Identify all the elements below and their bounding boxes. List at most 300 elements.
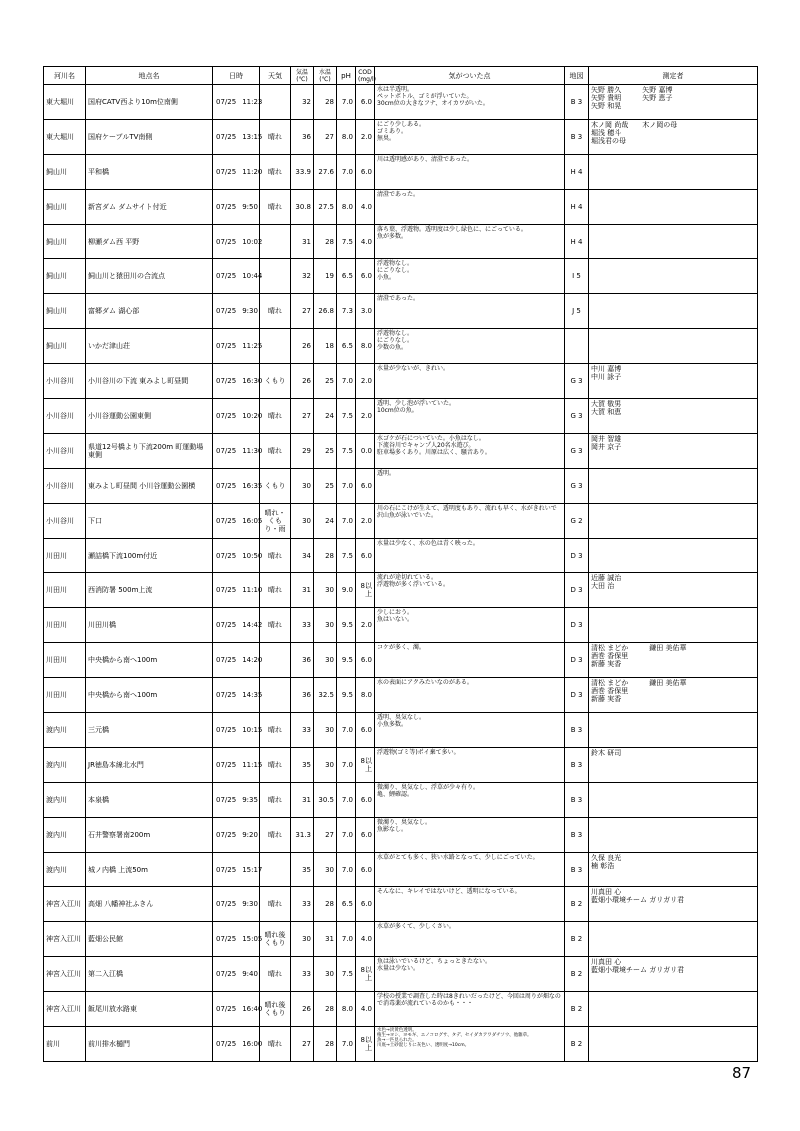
table-row xyxy=(44,433,758,468)
cell-time: 11:20 xyxy=(242,167,263,176)
cell-weather: 晴れ xyxy=(260,1027,291,1062)
cell-cod: 6.0 xyxy=(356,852,375,887)
cell-map: B 2 xyxy=(565,887,589,922)
cell-weather: 晴れ xyxy=(260,294,291,329)
cell-site: 瀬詰橋下流100m付近 xyxy=(86,538,213,573)
cell-measurer: 川真田 心 藍畑小環境チーム ガリガリ君 xyxy=(589,887,758,922)
cell-measurer xyxy=(589,503,758,538)
cell-notes: 川の石にこけが生えて、透明度もあり、流れも早く、水がきれいで沢山魚が泳いでいた。 xyxy=(375,503,565,538)
cell-measurer xyxy=(589,259,758,294)
cell-measurer xyxy=(589,782,758,817)
cell-cod: 6.0 xyxy=(356,887,375,922)
cell-notes: 微濁り、臭気なし。 魚影なし。 xyxy=(375,817,565,852)
cell-measurer: 木ノ岡 尚哉 木ノ岡の母 堀浅 穂斗 堀浅君の母 xyxy=(589,119,758,154)
table-row xyxy=(44,294,758,329)
cell-time: 11:10 xyxy=(242,586,263,595)
cell-air-temp: 30 xyxy=(291,503,314,538)
cell-cod: 6.0 xyxy=(356,154,375,189)
table-row xyxy=(44,643,758,678)
cell-map: B 3 xyxy=(565,852,589,887)
cell-site: 前川排水樋門 xyxy=(86,1027,213,1062)
cell-datetime xyxy=(213,573,263,608)
cell-measurer: 清松 まどか 鎌田 美佑華 酒巻 香保里 新藤 実香 xyxy=(589,643,758,678)
cell-water-temp: 30.5 xyxy=(314,782,337,817)
cell-air-temp: 31 xyxy=(291,782,314,817)
cell-river: 飼山川 xyxy=(44,294,86,329)
cell-measurer xyxy=(589,922,758,957)
cell-weather: 晴れ xyxy=(260,573,291,608)
cell-ph: 7.3 xyxy=(337,294,356,329)
cell-weather: くもり xyxy=(260,364,291,399)
cell-measurer: 近藤 誠治 大田 治 xyxy=(589,573,758,608)
cell-site: 城ノ内橋 上流50m xyxy=(86,852,213,887)
cell-cod: 2.0 xyxy=(356,119,375,154)
header-notes: 気がついた点 xyxy=(375,67,565,85)
cell-ph: 7.0 xyxy=(337,747,356,782)
cell-time: 16:00 xyxy=(242,1039,263,1048)
cell-water-temp: 30 xyxy=(314,852,337,887)
cell-river: 神宮入江川 xyxy=(44,922,86,957)
cell-river: 小川谷川 xyxy=(44,503,86,538)
cell-notes: 川は透明感があり、清澄であった。 xyxy=(375,154,565,189)
cell-site: 中央橋から南へ100m xyxy=(86,643,213,678)
cell-ph: 9.5 xyxy=(337,678,356,713)
header-datetime: 日時 xyxy=(213,67,260,85)
cell-weather xyxy=(260,643,291,678)
cell-date: 07/25 xyxy=(216,795,237,804)
cell-measurer xyxy=(589,294,758,329)
cell-river: 神宮入江川 xyxy=(44,992,86,1027)
cell-weather xyxy=(260,85,291,120)
cell-weather: 晴れ xyxy=(260,608,291,643)
cell-datetime xyxy=(213,503,263,538)
cell-date: 07/25 xyxy=(216,830,237,839)
cell-air-temp: 26 xyxy=(291,992,314,1027)
table-row xyxy=(44,503,758,538)
cell-water-temp: 28 xyxy=(314,538,337,573)
cell-river: 小川谷川 xyxy=(44,399,86,434)
cell-measurer xyxy=(589,154,758,189)
cell-air-temp: 26 xyxy=(291,329,314,364)
cell-water-temp: 27 xyxy=(314,817,337,852)
cell-map: D 3 xyxy=(565,538,589,573)
table-row xyxy=(44,364,758,399)
cell-notes: 水量が少ないが、きれい。 xyxy=(375,364,565,399)
cell-site: 石井警察署南200m xyxy=(86,817,213,852)
cell-cod: 2.0 xyxy=(356,608,375,643)
cell-site: 川田川橋 xyxy=(86,608,213,643)
cell-notes: 水色→淡黄色透明。 植生→ヨシ、ヨモギ、エノコログサ、タデ、セイダカアワダチソウ、他雑草。 魚→一匹見られた。 川底→土砂混じりに灰色い、透明度→10cm。 xyxy=(375,1027,565,1062)
cell-water-temp: 25 xyxy=(314,433,337,468)
cell-datetime xyxy=(213,224,263,259)
cell-weather: 晴れ xyxy=(260,433,291,468)
cell-weather: 晴れ後くもり xyxy=(260,922,291,957)
cell-site: 国府ケーブルTV南側 xyxy=(86,119,213,154)
cell-measurer: 清松 まどか 鎌田 美佑華 酒巻 香保里 新藤 実香 xyxy=(589,678,758,713)
cell-ph: 7.5 xyxy=(337,538,356,573)
cell-time: 16:30 xyxy=(242,377,263,386)
cell-site: 新宮ダム ダムサイト付近 xyxy=(86,189,213,224)
cell-weather xyxy=(260,678,291,713)
cell-cod: 3.0 xyxy=(356,294,375,329)
cell-river: 渡内川 xyxy=(44,713,86,748)
cell-datetime xyxy=(213,747,263,782)
cell-river: 川田川 xyxy=(44,538,86,573)
table-row xyxy=(44,957,758,992)
cell-time: 11:30 xyxy=(242,446,263,455)
cell-datetime xyxy=(213,364,263,399)
cell-air-temp: 29 xyxy=(291,433,314,468)
table-row xyxy=(44,713,758,748)
cell-map: G 3 xyxy=(565,433,589,468)
cell-cod: 2.0 xyxy=(356,399,375,434)
cell-river: 川田川 xyxy=(44,678,86,713)
cell-datetime xyxy=(213,782,260,817)
cell-air-temp: 36 xyxy=(291,678,314,713)
cell-datetime xyxy=(213,433,263,468)
cell-measurer xyxy=(589,189,758,224)
cell-weather: 晴れ xyxy=(260,887,291,922)
table-row xyxy=(44,678,758,713)
cell-site: 東みよし町昼間 小川谷運動公園横 xyxy=(86,468,213,503)
cell-date: 07/25 xyxy=(216,725,237,734)
cell-site: 三元橋 xyxy=(86,713,213,748)
cell-air-temp: 26 xyxy=(291,364,314,399)
cell-date: 07/25 xyxy=(216,1039,237,1048)
cell-datetime xyxy=(213,1027,263,1062)
cell-river: 川田川 xyxy=(44,573,86,608)
cell-water-temp: 18 xyxy=(314,329,337,364)
cell-ph: 7.0 xyxy=(337,154,356,189)
cell-map: D 3 xyxy=(565,608,589,643)
cell-water-temp: 30 xyxy=(314,713,337,748)
table-row xyxy=(44,224,758,259)
cell-map: G 2 xyxy=(565,503,589,538)
cell-time: 9:30 xyxy=(242,900,258,909)
cell-date: 07/25 xyxy=(216,656,237,665)
table-row xyxy=(44,189,758,224)
cell-ph: 7.0 xyxy=(337,782,356,817)
cell-notes: 学校の授業で調査した時は8きれいだったけど、今回は周りが畑なので消毒薬が流れているのかも・・・ xyxy=(375,992,565,1027)
cell-datetime xyxy=(213,643,263,678)
cell-notes: 水は半透明。 ペットボトル、ゴミが浮いていた。 30cm位の大きなフナ、オイカワがいた。 xyxy=(375,85,565,120)
cell-cod: 4.0 xyxy=(356,224,375,259)
cell-notes: 清澄であった。 xyxy=(375,294,565,329)
cell-air-temp: 27 xyxy=(291,399,314,434)
cell-time: 10:44 xyxy=(242,272,263,281)
cell-date: 07/25 xyxy=(216,377,237,386)
cell-map: H 4 xyxy=(565,154,589,189)
table-row xyxy=(44,922,758,957)
cell-date: 07/25 xyxy=(216,970,237,979)
cell-ph: 8.0 xyxy=(337,119,356,154)
header-ph: pH xyxy=(337,67,356,85)
cell-water-temp: 24 xyxy=(314,503,337,538)
cell-datetime xyxy=(213,189,260,224)
cell-ph: 6.5 xyxy=(337,259,356,294)
cell-time: 13:15 xyxy=(242,132,263,141)
cell-date: 07/25 xyxy=(216,551,237,560)
header-map: 地図 xyxy=(565,67,589,85)
cell-time: 10:15 xyxy=(242,725,263,734)
cell-air-temp: 35 xyxy=(291,747,314,782)
cell-date: 07/25 xyxy=(216,586,237,595)
cell-air-temp: 30 xyxy=(291,922,314,957)
cell-ph: 7.0 xyxy=(337,468,356,503)
cell-water-temp: 28 xyxy=(314,992,337,1027)
cell-map: B 3 xyxy=(565,119,589,154)
cell-air-temp: 33 xyxy=(291,713,314,748)
cell-cod: 6.0 xyxy=(356,468,375,503)
cell-site: 小川谷運動公園東側 xyxy=(86,399,213,434)
cell-ph: 7.5 xyxy=(337,224,356,259)
cell-weather: 晴れ xyxy=(260,957,291,992)
cell-air-temp: 33 xyxy=(291,608,314,643)
cell-date: 07/25 xyxy=(216,1005,237,1014)
cell-date: 07/25 xyxy=(216,132,237,141)
cell-cod: 2.0 xyxy=(356,503,375,538)
cell-river: 渡内川 xyxy=(44,747,86,782)
cell-time: 10:20 xyxy=(242,411,263,420)
cell-ph: 9.5 xyxy=(337,643,356,678)
cell-weather: 晴れ・くもり・雨 xyxy=(260,503,291,538)
cell-air-temp: 31 xyxy=(291,573,314,608)
cell-cod: 4.0 xyxy=(356,922,375,957)
cell-map: B 2 xyxy=(565,922,589,957)
cell-map: G 3 xyxy=(565,468,589,503)
cell-date: 07/25 xyxy=(216,167,237,176)
cell-datetime xyxy=(213,154,263,189)
cell-ph: 7.0 xyxy=(337,364,356,399)
cell-time: 15:17 xyxy=(242,865,263,874)
cell-time: 11:23 xyxy=(242,97,263,106)
cell-air-temp: 33.9 xyxy=(291,154,314,189)
cell-air-temp: 27 xyxy=(291,1027,314,1062)
cell-water-temp: 30 xyxy=(314,957,337,992)
cell-cod: 2.0 xyxy=(356,364,375,399)
cell-cod: 6.0 xyxy=(356,259,375,294)
cell-site: 西消防署 500m上流 xyxy=(86,573,213,608)
cell-map: B 3 xyxy=(565,782,589,817)
cell-water-temp: 30 xyxy=(314,747,337,782)
cell-time: 9:40 xyxy=(242,970,258,979)
cell-date: 07/25 xyxy=(216,237,237,246)
cell-datetime xyxy=(213,294,260,329)
cell-air-temp: 32 xyxy=(291,85,314,120)
cell-cod: 6.0 xyxy=(356,85,375,120)
cell-measurer: 大賀 敬男 大賀 和恵 xyxy=(589,399,758,434)
cell-river: 神宮入江川 xyxy=(44,887,86,922)
cell-date: 07/25 xyxy=(216,272,237,281)
cell-weather: 晴れ xyxy=(260,817,291,852)
cell-time: 10:50 xyxy=(242,551,263,560)
cell-cod: 6.0 xyxy=(356,782,375,817)
cell-river: 渡内川 xyxy=(44,817,86,852)
cell-datetime xyxy=(213,887,260,922)
cell-ph: 7.0 xyxy=(337,852,356,887)
cell-site: いかだ津山荘 xyxy=(86,329,213,364)
cell-ph: 7.0 xyxy=(337,1027,356,1062)
cell-date: 07/25 xyxy=(216,97,237,106)
cell-weather: 晴れ xyxy=(260,713,291,748)
cell-time: 9:50 xyxy=(242,202,258,211)
cell-cod: 6.0 xyxy=(356,538,375,573)
table-row xyxy=(44,259,758,294)
cell-time: 11:25 xyxy=(242,342,263,351)
cell-datetime xyxy=(213,608,263,643)
cell-river: 川田川 xyxy=(44,643,86,678)
cell-site: 飯尾川放水路東 xyxy=(86,992,213,1027)
cell-datetime xyxy=(213,713,263,748)
cell-time: 9:30 xyxy=(242,307,258,316)
cell-water-temp: 25 xyxy=(314,468,337,503)
cell-datetime xyxy=(213,85,263,120)
cell-river: 小川谷川 xyxy=(44,433,86,468)
cell-ph: 7.5 xyxy=(337,433,356,468)
cell-site: 高畑 八幡神社ふきん xyxy=(86,887,213,922)
cell-river: 飼山川 xyxy=(44,259,86,294)
cell-map: B 3 xyxy=(565,817,589,852)
cell-cod: 8以上 xyxy=(356,573,375,608)
cell-water-temp: 27.6 xyxy=(314,154,337,189)
table-row xyxy=(44,887,758,922)
cell-datetime xyxy=(213,957,260,992)
cell-measurer: 川真田 心 藍畑小環境チーム ガリガリ君 xyxy=(589,957,758,992)
cell-cod: 8以上 xyxy=(356,747,375,782)
table-row xyxy=(44,154,758,189)
cell-river: 東大堀川 xyxy=(44,119,86,154)
table-row xyxy=(44,1027,758,1062)
table-row xyxy=(44,119,758,154)
cell-ph: 6.5 xyxy=(337,329,356,364)
cell-river: 渡内川 xyxy=(44,782,86,817)
cell-site: 中央橋から南へ100m xyxy=(86,678,213,713)
cell-water-temp: 19 xyxy=(314,259,337,294)
cell-river: 小川谷川 xyxy=(44,364,86,399)
cell-measurer: 岡井 智雄 岡井 京子 xyxy=(589,433,758,468)
cell-water-temp: 24 xyxy=(314,399,337,434)
cell-map: H 4 xyxy=(565,189,589,224)
cell-datetime xyxy=(213,678,263,713)
cell-measurer: 矢野 勝久 矢野 嘉博 矢野 貴明 矢野 恵子 矢野 和晃 xyxy=(589,85,758,120)
cell-time: 16:05 xyxy=(242,516,263,525)
cell-measurer xyxy=(589,992,758,1027)
cell-river: 小川谷川 xyxy=(44,468,86,503)
cell-datetime xyxy=(213,922,263,957)
table-row xyxy=(44,538,758,573)
cell-water-temp: 28 xyxy=(314,1027,337,1062)
cell-date: 07/25 xyxy=(216,446,237,455)
cell-site: 国府CATV西より10m位南側 xyxy=(86,85,213,120)
cell-cod: 8以上 xyxy=(356,1027,375,1062)
cell-datetime xyxy=(213,329,263,364)
cell-datetime xyxy=(213,852,263,887)
cell-air-temp: 31 xyxy=(291,224,314,259)
cell-notes: 流れが途切れている。 浮遊物が多く浮いている。 xyxy=(375,573,565,608)
cell-cod: 0.0 xyxy=(356,433,375,468)
cell-notes: 浮遊物なし。 にごりなし。 小魚。 xyxy=(375,259,565,294)
cell-ph: 7.0 xyxy=(337,503,356,538)
cell-measurer: 久保 良光 楠 彰浩 xyxy=(589,852,758,887)
table-row xyxy=(44,329,758,364)
cell-weather: 晴れ xyxy=(260,119,291,154)
cell-cod: 6.0 xyxy=(356,817,375,852)
cell-water-temp: 31 xyxy=(314,922,337,957)
cell-time: 9:35 xyxy=(242,795,258,804)
cell-datetime xyxy=(213,468,263,503)
cell-river: 渡内川 xyxy=(44,852,86,887)
cell-river: 神宮入江川 xyxy=(44,957,86,992)
cell-river: 川田川 xyxy=(44,608,86,643)
cell-water-temp: 27.5 xyxy=(314,189,337,224)
table-row xyxy=(44,85,758,120)
cell-date: 07/25 xyxy=(216,900,237,909)
cell-measurer xyxy=(589,468,758,503)
cell-map: B 2 xyxy=(565,992,589,1027)
cell-map: B 3 xyxy=(565,747,589,782)
cell-weather: 晴れ xyxy=(260,154,291,189)
cell-ph: 7.0 xyxy=(337,922,356,957)
cell-site: 飼山川と猿田川の合流点 xyxy=(86,259,213,294)
cell-date: 07/25 xyxy=(216,411,237,420)
cell-air-temp: 31.3 xyxy=(291,817,314,852)
cell-notes: 水草が多くて、少しくさい。 xyxy=(375,922,565,957)
table-body xyxy=(44,85,758,1062)
cell-date: 07/25 xyxy=(216,202,237,211)
cell-weather xyxy=(260,259,291,294)
cell-notes: 浮遊物(ゴミ等)ポイ棄て多い。 xyxy=(375,747,565,782)
cell-water-temp: 27 xyxy=(314,119,337,154)
table-row xyxy=(44,747,758,782)
cell-notes: 水量は少なく、水の色は青く映った。 xyxy=(375,538,565,573)
cell-time: 10:02 xyxy=(242,237,263,246)
cell-water-temp: 30 xyxy=(314,608,337,643)
cell-water-temp: 30 xyxy=(314,573,337,608)
cell-ph: 7.5 xyxy=(337,399,356,434)
cell-site: 本泉橋 xyxy=(86,782,213,817)
cell-air-temp: 35 xyxy=(291,852,314,887)
cell-map: D 3 xyxy=(565,643,589,678)
cell-time: 14:20 xyxy=(242,656,263,665)
cell-river: 前川 xyxy=(44,1027,86,1062)
cell-time: 15:05 xyxy=(242,935,263,944)
cell-notes: 水の表面にアクみたいなのがある。 xyxy=(375,678,565,713)
cell-cod: 4.0 xyxy=(356,189,375,224)
cell-site: 小川谷川の下流 東みよし町昼間 xyxy=(86,364,213,399)
cell-air-temp: 33 xyxy=(291,957,314,992)
cell-notes: 透明、少し泡が浮いていた。 10cm位の魚。 xyxy=(375,399,565,434)
cell-map: B 3 xyxy=(565,713,589,748)
cell-cod: 6.0 xyxy=(356,643,375,678)
cell-ph: 7.0 xyxy=(337,85,356,120)
cell-water-temp: 30 xyxy=(314,643,337,678)
cell-datetime xyxy=(213,259,263,294)
cell-weather xyxy=(260,852,291,887)
cell-water-temp: 28 xyxy=(314,224,337,259)
cell-water-temp: 28 xyxy=(314,887,337,922)
cell-cod: 6.0 xyxy=(356,713,375,748)
cell-air-temp: 33 xyxy=(291,887,314,922)
cell-time: 16:35 xyxy=(242,481,263,490)
cell-site: 富郷ダム 湖心部 xyxy=(86,294,213,329)
cell-air-temp: 36 xyxy=(291,119,314,154)
cell-ph: 9.5 xyxy=(337,608,356,643)
cell-map: B 2 xyxy=(565,957,589,992)
cell-weather: 晴れ xyxy=(260,747,291,782)
cell-river: 東大堀川 xyxy=(44,85,86,120)
cell-air-temp: 27 xyxy=(291,294,314,329)
cell-site: 平和橋 xyxy=(86,154,213,189)
